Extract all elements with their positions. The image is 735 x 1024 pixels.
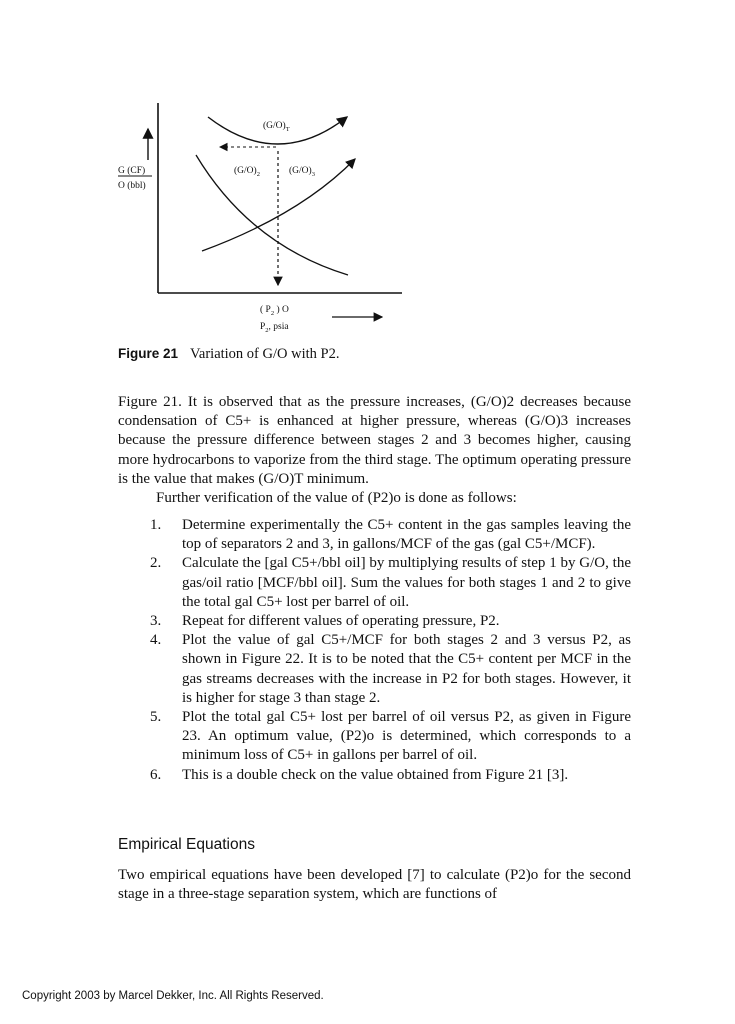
- paragraph-1: Figure 21. It is observed that as the pressure increases, (G/O)2 decreases because condensation of C5+ is enhanced at higher pressure, whereas (G/O)3 increases because the pressure difference between stages 2 and 3 becomes higher, causing more hydrocarbons to vaporize from the third stage. The optimum operating pressure is the value that makes (G/O)T minimum.: [118, 394, 631, 487]
- x-axis-label: $P_2$, psia: [260, 322, 289, 334]
- figure-caption: [118, 346, 339, 363]
- label-stage3-go: $(G/O)_3$: [289, 166, 315, 178]
- label-total-go: $(G/O)_T$: [263, 121, 290, 133]
- section-heading: Empirical Equations: [118, 836, 255, 853]
- label-stage2-go: $(G/O)_2$: [234, 166, 260, 178]
- figure-caption-label: Figure 21: [118, 346, 179, 361]
- body-text-2: [118, 866, 631, 904]
- figure-21-diagram: [100, 95, 420, 345]
- y-label-top: G (CF): [118, 166, 146, 176]
- list-item: 3. Repeat for different values of operating pressure, P2.: [150, 613, 500, 630]
- list-item: 6. This is a double check on the value obtained from Figure 21 [3].: [150, 766, 569, 783]
- list-item: 1. Determine experimentally the C5+ content in the gas samples leaving the top of separators 2 and 3, in gallons/MCF of the gas (gal C5+/MCF).: [150, 517, 631, 553]
- figure-caption-text: Variation of G/O with P2.: [190, 346, 340, 362]
- curve-stage2-go: [196, 155, 348, 275]
- x-optimum-label: ( $P_2$ ) O: [260, 305, 289, 317]
- copyright-footer: Copyright 2003 by Marcel Dekker, Inc. All Rights Reserved.: [22, 990, 324, 1002]
- paragraph-2: Further verification of the value of (P2)o is done as follows:: [156, 490, 517, 507]
- body-text: [118, 393, 631, 508]
- steps-list: [150, 516, 631, 785]
- y-label-bottom: O (bbl): [118, 181, 146, 191]
- paragraph-3: Two empirical equations have been developed [7] to calculate (P2)o for the second stage in a three-stage separation system, which are functions of: [118, 867, 631, 903]
- list-item: 5. Plot the total gal C5+ lost per barrel of oil versus P2, as given in Figure 23. An optimum value, (P2)o is determined, which corresponds to a minimum loss of C5+ in gallons per barrel of oil.: [150, 709, 631, 764]
- figure-21: [100, 95, 420, 345]
- list-item: 4. Plot the value of gal C5+/MCF for both stages 2 and 3 versus P2, as shown in Figure 22. It is to be noted that the C5+ content per MCF in the gas streams decreases with the increase in P2 for both stages. However, it is higher for stage 3 than stage 2.: [150, 632, 631, 706]
- list-item: 2. Calculate the [gal C5+/bbl oil] by multiplying results of step 1 by G/O, the gas/oil ratio [MCF/bbl oil]. Sum the values for both stages 1 and 2 to give the total gal C5+ lost per barrel of oil.: [150, 555, 631, 610]
